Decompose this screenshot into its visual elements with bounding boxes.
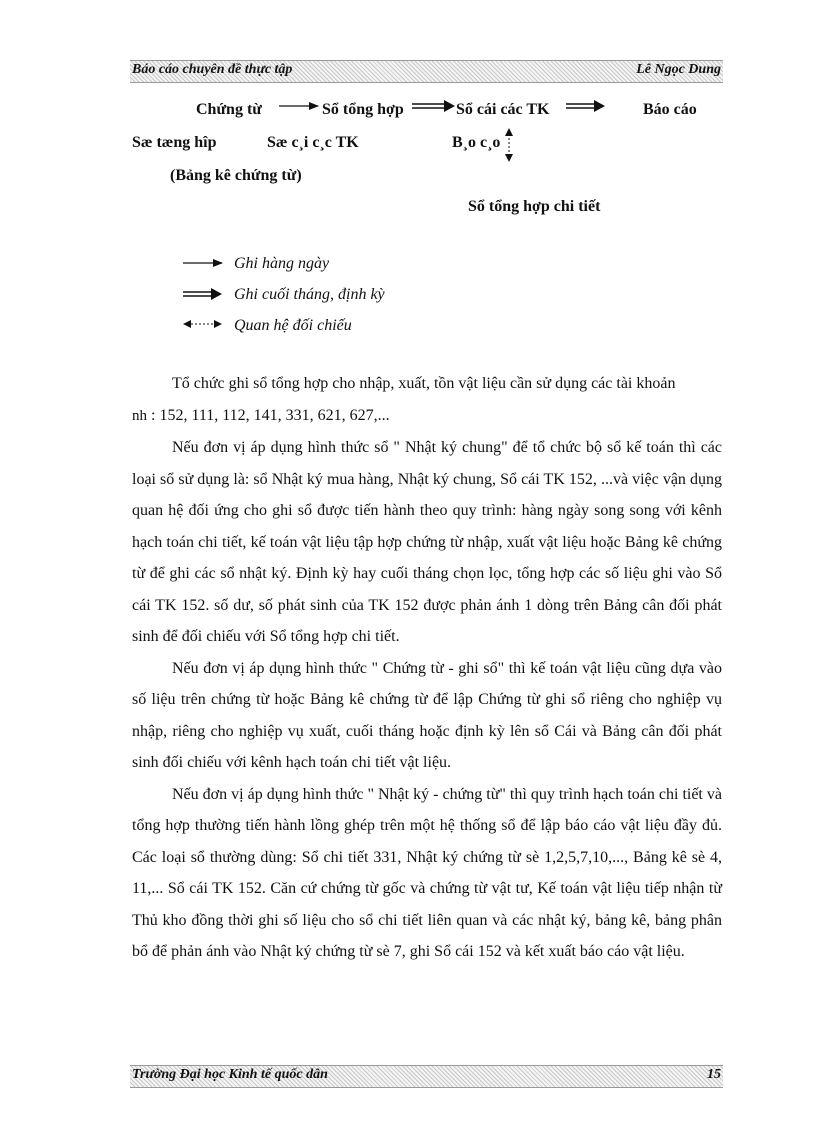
- header-author: Lê Ngọc Dung: [636, 62, 721, 77]
- legend-arrow-compare: [183, 320, 222, 328]
- paragraph-1-cont: [132, 400, 722, 433]
- node-chung-tu: Chứng từ: [196, 101, 262, 118]
- page-number: 15: [707, 1067, 721, 1082]
- paragraph-1: [132, 368, 722, 400]
- arrow-compare-vertical: [505, 128, 513, 162]
- header-title: Báo cáo chuyên đề thực tập: [132, 62, 293, 77]
- body-text: [132, 368, 722, 968]
- legend-daily: Ghi hàng ngày: [234, 255, 330, 272]
- node-bao-cao: Báo cáo: [643, 101, 697, 118]
- paragraph-1-line1: Tổ chức ghi sổ tổng hợp cho nhập, xuất, tồn vật liệu cần sử dụng các tài khoản: [172, 375, 676, 392]
- paragraph-2: Nếu đơn vị áp dụng hình thức sổ " Nhật ký chung" để tổ chức bộ sổ kế toán thì các loại sổ sử dụng là: sổ Nhật ký mua hàng, Nhật ký chung, Sổ cái TK 152, ...và việc vận dụng quan hệ đối ứng cho ghi sổ được tiến hành theo quy trình: hàng ngày song song với kênh hạch toán chi tiết, kế toán vật liệu tập hợp chứng từ nhập, xuất vật liệu hoặc Bảng kê chứng từ để ghi các sổ nhật ký. Định kỳ hay cuối tháng chọn lọc, tổng hợp các số liệu ghi vào Sổ cái TK 152. số dư, số phát sinh của TK 152 được phản ánh 1 dòng trên Bảng cân đối phát sinh để đối chiếu với Sổ tổng hợp chi tiết.: [132, 439, 722, 645]
- page-footer: [130, 1065, 723, 1088]
- node-so-tong-hop: Sổ tổng hợp: [322, 101, 404, 118]
- node-garbled-1: Sæ tæng hîp: [132, 134, 217, 151]
- legend-compare: Quan hệ đối chiếu: [234, 317, 352, 334]
- node-bang-ke: (Bảng kê chứng từ): [170, 167, 302, 184]
- legend-monthly: Ghi cuối tháng, định kỳ: [234, 286, 385, 303]
- arrow-monthly-2: [566, 100, 605, 112]
- legend-arrow-monthly: [183, 288, 222, 300]
- paragraph-1-line2: : 152, 111, 112, 141, 331, 621, 627,...: [151, 406, 390, 424]
- diagram-arrows: [0, 0, 816, 360]
- node-so-cai: Sổ cái các TK: [456, 101, 550, 118]
- paragraph-4: Nếu đơn vị áp dụng hình thức " Nhật ký - chứng từ" thì quy trình hạch toán chi tiết và tổng hợp thường tiến hành lồng ghép trên một hệ thống sổ để lập báo cáo vật liệu đầy đủ. Các loại sổ thường dùng: Sổ chi tiết 331, Nhật ký chứng từ sè 1,2,5,7,10,..., Bảng kê sè 4, 11,... Sổ cái TK 152. Căn cứ chứng từ gốc và chứng từ vật tư, Kế toán vật liệu tiếp nhận từ Thủ kho đồng thời ghi số liệu cho sổ chi tiết liên quan và các nhật ký, bảng kê, bảng phân bổ để phản ánh vào Nhật ký chứng từ sè 7, ghi Sổ cái 152 và kết xuất báo cáo vật liệu.: [132, 785, 722, 960]
- node-garbled-2: Sæ c¸i c¸c TK: [267, 134, 359, 151]
- node-garbled-3: B¸o c¸o: [452, 134, 501, 151]
- footer-university: Trường Đại học Kinh tế quốc dân: [132, 1067, 328, 1082]
- paragraph-3: Nếu đơn vị áp dụng hình thức " Chứng từ - ghi sổ" thì kế toán vật liệu cũng dựa vào số liệu trên chứng từ hoặc Bảng kê chứng từ để lập Chứng từ ghi sổ riêng cho nghiệp vụ nhập, riêng cho nghiệp vụ xuất, cuối tháng hoặc định kỳ lên sổ Cái và Bảng cân đối phát sinh đối chiếu với kênh hạch toán chi tiết vật liệu.: [132, 659, 722, 771]
- paragraph-1-prefix: nh: [132, 407, 147, 424]
- arrow-monthly-1: [412, 100, 455, 112]
- node-so-tong-hop-chi-tiet: Sổ tổng hợp chi tiết: [468, 198, 601, 215]
